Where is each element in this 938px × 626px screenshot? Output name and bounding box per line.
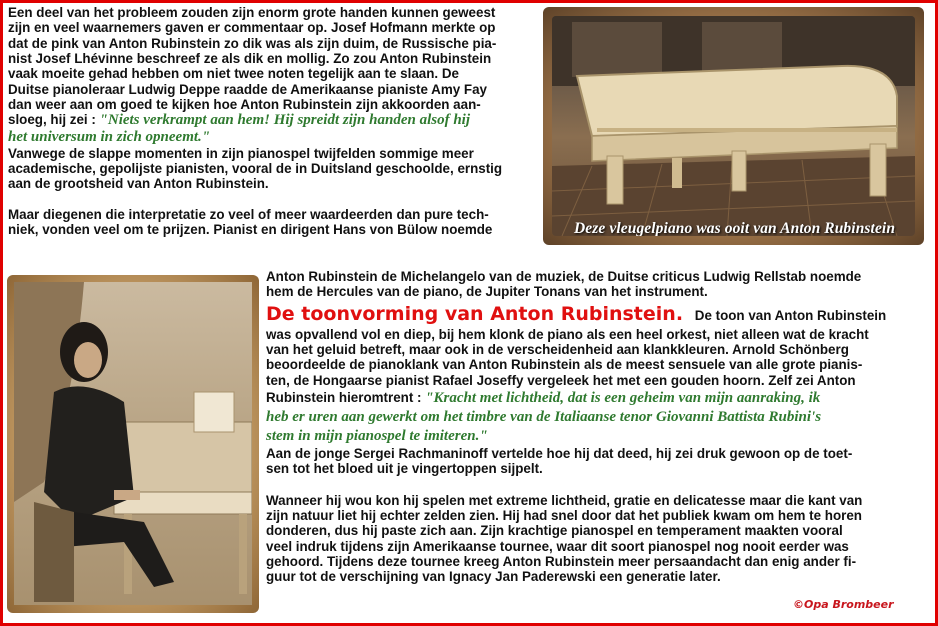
- intro-line: niek, vonden veel om te prijzen. Pianist en dirigent Hans von Bülow noemde: [8, 222, 493, 238]
- intro-line: Maar diegenen die interpretatie zo veel of meer waardeerden dan pure tech-: [8, 206, 489, 222]
- body-line: was opvallend vol en diep, bij hem klonk de piano als een heel orkest, niet alleen wat de kracht: [266, 326, 869, 342]
- rubinstein-quote-line2: heb er uren aan gewerkt om het timbre van de Italiaanse tenor Giovanni Battista Rubini's: [266, 409, 822, 426]
- section-heading: De toonvorming van Anton Rubinstein.: [266, 302, 684, 325]
- grand-piano-illustration: [552, 16, 915, 236]
- grand-piano-photo: [543, 7, 924, 245]
- intro-line: Een deel van het probleem zouden zijn enorm grote handen kunnen geweest: [8, 5, 496, 20]
- intro-quote-prefix: sloeg, hij zei :: [8, 112, 100, 128]
- body-line: beoordeelde de pianoklank van Anton Rubinstein als de meest sensuele van alle grote pianis-: [266, 357, 863, 373]
- body-line: Wanneer hij wou kon hij spelen met extreme lichtheid, gratie en delicatesse maar die kant van: [266, 492, 863, 508]
- quote-prefix: Rubinstein hieromtrent :: [266, 390, 426, 406]
- copyright-signature: ©Opa Brombeer: [793, 598, 894, 611]
- heading-line: [266, 303, 931, 327]
- body-line: ten, de Hongaarse pianist Rafael Joseffy vergeleek het met een gouden hoorn. Zelf zei Anton: [266, 372, 856, 388]
- rubinstein-quote-line3: stem in mijn pianospel te imiteren.": [266, 428, 488, 445]
- body-line: Anton Rubinstein de Michelangelo van de muziek, de Duitse criticus Ludwig Rellstab noemde: [266, 269, 862, 284]
- body-line: guur tot de verschijning van Ignacy Jan Paderewski een generatie later.: [266, 569, 721, 585]
- deppe-quote-part2: het universum in zich opneemt.": [8, 128, 211, 145]
- intro-line: vaak moeite gehad hebben om niet twee noten tegelijk aan te slaan. De: [8, 66, 459, 82]
- quote-line: [266, 388, 931, 408]
- rubinstein-continued-text: [266, 269, 931, 585]
- intro-line: aan de grootsheid van Anton Rubinstein.: [8, 176, 269, 192]
- body-line: sen tot het bloed uit je vingertoppen sijpelt.: [266, 461, 543, 477]
- pianist-portrait-illustration: [14, 282, 252, 605]
- body-line: van het geluid betreft, maar ook in de verscheidenheid aan klankkleuren. Arnold Schönberg: [266, 342, 849, 358]
- portrait-photo: [7, 275, 259, 613]
- intro-line: Duitse pianoleraar Ludwig Deppe raadde de Amerikaanse pianiste Amy Fay: [8, 81, 487, 97]
- body-line: Aan de jonge Sergei Rachmaninoff vertelde hoe hij dat deed, hij zei druk gewoon op de toet-: [266, 446, 853, 462]
- intro-line: Vanwege de slappe momenten in zijn pianospel twijfelden sommige meer: [8, 145, 474, 161]
- body-line: gehoord. Tijdens deze tournee kreeg Anton Rubinstein meer persaandacht dan enig ander fi-: [266, 554, 857, 570]
- piano-photo-caption: Deze vleugelpiano was ooit van Anton Rubinstein: [574, 220, 896, 236]
- intro-line: dan weer aan om goed te kijken hoe Anton Rubinstein zijn akkoorden aan-: [8, 97, 481, 113]
- body-line: veel indruk tijdens zijn Amerikaanse tournee, waar dit soort pianospel nog nooit eerder was: [266, 538, 849, 554]
- body-line: zijn natuur liet hij echter zelden zien. Hij had snel door dat het publiek kwam om hem te horen: [266, 508, 862, 524]
- body-line: hem de Hercules van de piano, de Jupiter Tonans van het instrument.: [266, 284, 708, 300]
- intro-quote-line: [8, 112, 543, 128]
- intro-line: dat de pink van Anton Rubinstein zo dik was als zijn duim, de Russische pia-: [8, 35, 497, 51]
- intro-line: zijn en veel waarnemers gaven er commentaar op. Josef Hofmann merkte op: [8, 20, 496, 36]
- intro-line: academische, gepolijste pianisten, vooral de in Duitsland geschoolde, ernstig: [8, 161, 503, 177]
- body-line: donderen, dus hij paste zich aan. Zijn krachtige pianospel en temperament maakten vooral: [266, 523, 843, 539]
- intro-text: [8, 5, 543, 237]
- intro-line: nist Josef Lhévinne beschreef ze als dik en mollig. Zo zou Anton Rubinstein: [8, 51, 492, 67]
- rubinstein-quote-line1: "Kracht met lichtheid, dat is een geheim van mijn aanraking, ik: [425, 390, 821, 407]
- heading-tail-text: De toon van Anton Rubinstein: [694, 307, 887, 323]
- deppe-quote-part1: "Niets verkrampt aan hem! Hij spreidt zijn handen alsof hij: [99, 112, 470, 129]
